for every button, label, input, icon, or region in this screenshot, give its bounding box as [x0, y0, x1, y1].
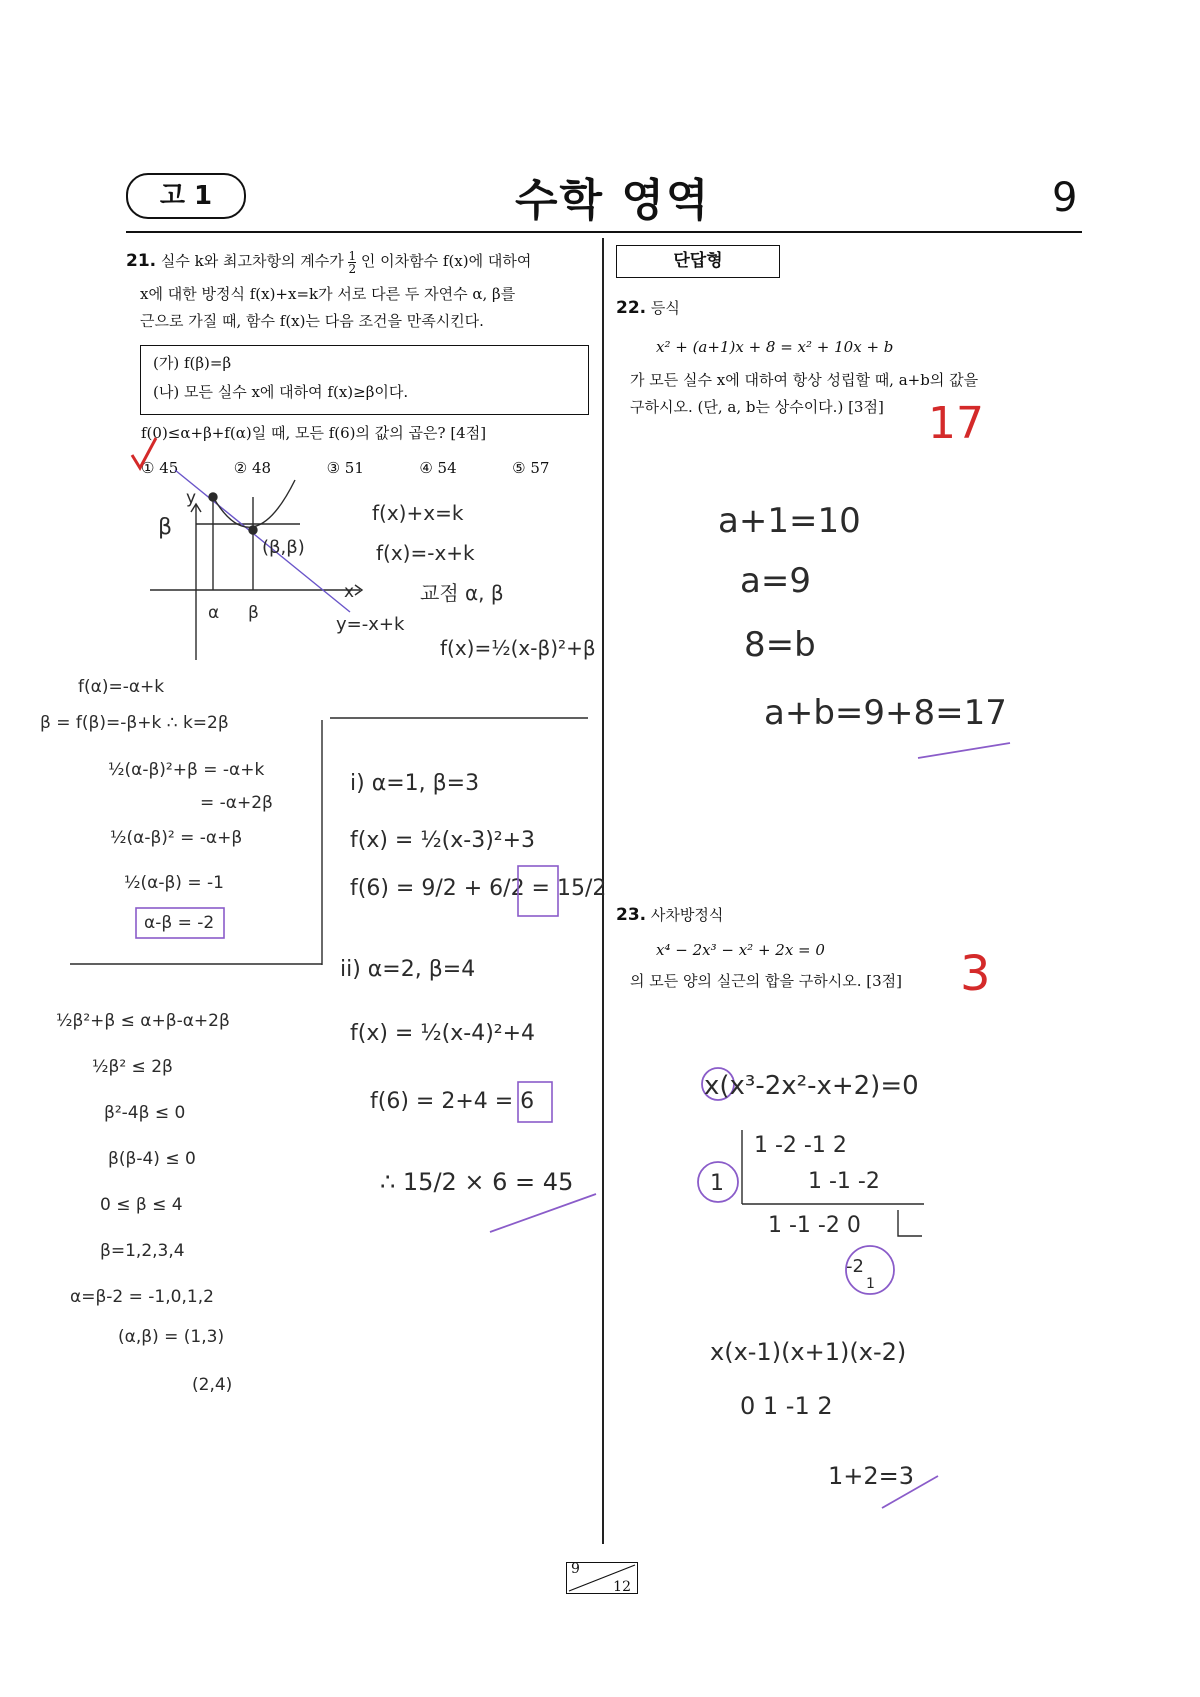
svg-text:i) α=1, β=3: i) α=1, β=3 — [350, 771, 480, 796]
question-text: 의 모든 양의 실근의 합을 구하시오. [3점] — [630, 972, 902, 990]
svg-text:0 1 -1 2: 0 1 -1 2 — [740, 1392, 833, 1420]
root-value: 1 — [710, 1171, 724, 1196]
svg-text:a=9: a=9 — [740, 561, 811, 601]
short-answer-label: 단답형 — [616, 245, 780, 278]
svg-text:y=-x+k: y=-x+k — [336, 614, 405, 635]
underline-stroke — [918, 743, 1010, 758]
question-text: 인 이차함수 f(x)에 대하여 — [360, 252, 532, 270]
grade-badge: 고 1 — [126, 173, 246, 219]
svg-text:α=β-2 = -1,0,1,2: α=β-2 = -1,0,1,2 — [70, 1287, 214, 1307]
svg-text:f(x)=-x+k: f(x)=-x+k — [376, 541, 475, 565]
answer-mark: 3 — [960, 946, 991, 1002]
svg-text:β=1,2,3,4: β=1,2,3,4 — [100, 1241, 185, 1261]
svg-text:f(x) = ½(x-3)²+3: f(x) = ½(x-3)²+3 — [350, 828, 536, 853]
question-text: 실수 k와 최고차항의 계수가 — [160, 252, 344, 270]
svg-text:f(6) = 2+4 = 6: f(6) = 2+4 = 6 — [370, 1089, 535, 1114]
question-number: 22. — [616, 298, 647, 318]
q23-work — [704, 1071, 919, 1490]
svg-text:1 -1 -2 0: 1 -1 -2 0 — [768, 1213, 861, 1238]
question-text: 가 모든 실수 x에 대하여 항상 성립할 때, a+b의 값을 — [630, 371, 979, 389]
page-number: 9 — [1052, 175, 1078, 221]
q21-right-notes — [372, 501, 596, 660]
condition-a: (가) f(β)=β — [153, 354, 232, 372]
question-text: 등식 — [650, 299, 680, 317]
svg-text:f(x)+x=k: f(x)+x=k — [372, 501, 464, 525]
q22-work — [718, 501, 1007, 733]
svg-text:x: x — [344, 582, 355, 602]
svg-text:8=b: 8=b — [744, 625, 816, 665]
q21-inequality-work — [56, 1011, 232, 1395]
svg-text:f(α)=-α+k: f(α)=-α+k — [78, 677, 165, 697]
svg-text:x(x³-2x²-x+2)=0: x(x³-2x²-x+2)=0 — [704, 1071, 919, 1101]
equation: x² + (a+1)x + 8 = x² + 10x + b — [656, 338, 894, 356]
svg-text:f(6) = 9/2 + 6/2 = 15/2: f(6) = 9/2 + 6/2 = 15/2 — [350, 876, 607, 901]
choice-3[interactable]: ③ 51 — [326, 459, 364, 477]
svg-text:0 ≤ β ≤ 4: 0 ≤ β ≤ 4 — [100, 1195, 183, 1215]
svg-text:1 -2 -1 2: 1 -2 -1 2 — [754, 1133, 847, 1158]
svg-text:a+b=9+8=17: a+b=9+8=17 — [764, 693, 1007, 733]
q21-derivation — [40, 677, 273, 933]
svg-text:(α,β) = (1,3): (α,β) = (1,3) — [118, 1327, 225, 1347]
svg-text:y: y — [186, 488, 197, 508]
svg-text:½β²+β ≤ α+β-α+2β: ½β²+β ≤ α+β-α+2β — [56, 1011, 230, 1031]
total-pages: 12 — [613, 1579, 631, 1595]
svg-text:½(α-β) = -1: ½(α-β) = -1 — [124, 873, 224, 893]
sketch-graph — [150, 470, 362, 660]
choice-2[interactable]: ② 48 — [233, 459, 272, 477]
svg-text:교점 α, β: 교점 α, β — [420, 581, 504, 605]
q21-cases — [340, 771, 606, 1114]
svg-text:α: α — [208, 603, 220, 623]
question-number: 21. — [126, 251, 157, 271]
svg-text:β: β — [248, 603, 259, 623]
svg-text:1+2=3: 1+2=3 — [828, 1462, 915, 1490]
svg-text:½(α-β)² = -α+β: ½(α-β)² = -α+β — [110, 828, 243, 848]
question-text: x에 대한 방정식 f(x)+x=k가 서로 다른 두 자연수 α, β를 — [140, 285, 516, 303]
svg-text:(2,4): (2,4) — [192, 1375, 233, 1395]
svg-text:-2: -2 — [846, 1256, 864, 1277]
condition-b: (나) 모든 실수 x에 대하여 f(x)≥β이다. — [153, 383, 409, 401]
svg-text:α-β = -2: α-β = -2 — [144, 913, 215, 933]
svg-text:(β,β): (β,β) — [262, 537, 305, 558]
svg-text:x(x-1)(x+1)(x-2): x(x-1)(x+1)(x-2) — [710, 1338, 907, 1366]
svg-text:ii) α=2, β=4: ii) α=2, β=4 — [340, 957, 476, 982]
current-page: 9 — [571, 1561, 580, 1577]
question-text: 구하시오. (단, a, b는 상수이다.) [3점] — [630, 398, 884, 416]
svg-text:β(β-4) ≤ 0: β(β-4) ≤ 0 — [108, 1149, 196, 1169]
underline-stroke — [490, 1194, 596, 1232]
svg-text:a+1=10: a+1=10 — [718, 501, 861, 541]
question-number: 23. — [616, 905, 647, 925]
question-text: 사차방정식 — [650, 906, 724, 924]
svg-text:1 -1 -2: 1 -1 -2 — [808, 1169, 880, 1194]
choice-5[interactable]: ⑤ 57 — [512, 459, 550, 477]
answer-mark: 17 — [928, 398, 984, 449]
svg-text:β²-4β ≤ 0: β²-4β ≤ 0 — [104, 1103, 186, 1123]
svg-text:f(x)=½(x-β)²+β: f(x)=½(x-β)²+β — [440, 636, 596, 660]
fraction: $\frac{1}{2}$ — [348, 248, 357, 276]
question-prompt: f(0)≤α+β+f(α)일 때, 모든 f(6)의 값의 곱은? [4점] — [141, 424, 487, 442]
svg-text:β: β — [158, 515, 173, 540]
graph-labels — [158, 488, 405, 635]
svg-text:β = f(β)=-β+k ∴ k=2β: β = f(β)=-β+k ∴ k=2β — [40, 713, 229, 733]
page-title: 수학 영역 — [515, 175, 711, 226]
choice-1[interactable]: ① 45 — [141, 459, 179, 477]
choice-4[interactable]: ④ 54 — [419, 459, 457, 477]
question-text: 근으로 가질 때, 함수 f(x)는 다음 조건을 만족시킨다. — [140, 312, 484, 330]
svg-text:½β² ≤ 2β: ½β² ≤ 2β — [92, 1057, 173, 1077]
svg-text:= -α+2β: = -α+2β — [200, 793, 273, 813]
svg-text:f(x) = ½(x-4)²+4: f(x) = ½(x-4)²+4 — [350, 1021, 536, 1046]
check-icon — [132, 438, 156, 468]
equation: x⁴ − 2x³ − x² + 2x = 0 — [656, 941, 825, 959]
final-product: ∴ 15/2 × 6 = 45 — [380, 1168, 574, 1196]
svg-text:½(α-β)²+β = -α+k: ½(α-β)²+β = -α+k — [108, 760, 265, 780]
svg-text:1: 1 — [866, 1276, 875, 1292]
